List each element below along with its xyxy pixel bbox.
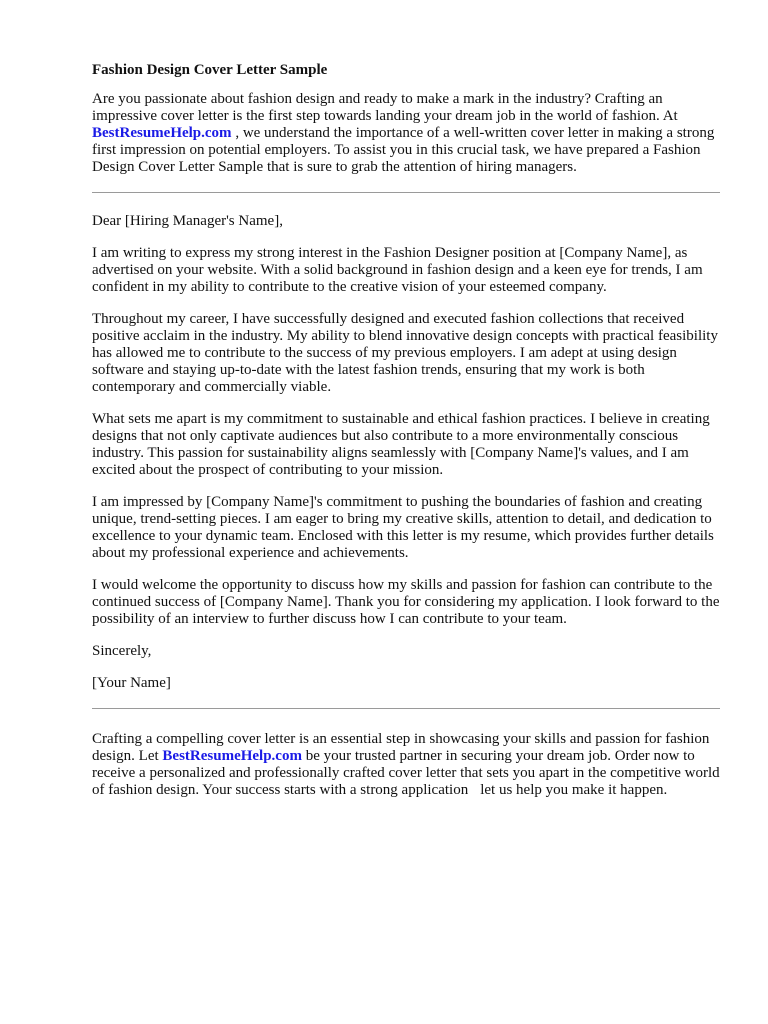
divider-bottom <box>92 708 720 709</box>
outro-text-1: Crafting a compelling cover letter is an essential step in showcasing your skills and passion for fashion design. Let <box>92 731 710 764</box>
intro-text-1: Are you passionate about fashion design and ready to make a mark in the industry? Crafting an impressive cover letter is the first step towards landing your dream job in the world of fashion. At <box>92 91 678 124</box>
outro-text-3: let us help you make it happen. <box>480 782 668 798</box>
outro-paragraph <box>92 731 720 799</box>
signature-placeholder: [Your Name] <box>92 675 171 691</box>
letter-paragraph: I am impressed by [Company Name]'s commitment to pushing the boundaries of fashion and creating unique, trend-setting pieces. I am eager to bring my creative skills, attention to detail, and dedication to excellence to your dynamic team. Enclosed with this letter is my resume, which provides further details about my professional experience and achievements. <box>92 494 714 561</box>
letter-paragraph: I would welcome the opportunity to discuss how my skills and passion for fashion can contribute to the continued success of [Company Name]. Thank you for considering my application. I look forward to the possibility of an interview to further discuss how I can contribute to your team. <box>92 577 720 627</box>
intro-paragraph <box>92 91 720 176</box>
intro-text-2: , we understand the importance of a well-written cover letter in making a strong first impression on potential employers. To assist you in this crucial task, we have prepared a Fashion Design Cover Letter Sample that is sure to grab the attention of hiring managers. <box>92 125 715 175</box>
page-title: Fashion Design Cover Letter Sample <box>92 62 328 78</box>
letter-paragraph: I am writing to express my strong interest in the Fashion Designer position at [Company Name], as advertised on your website. With a solid background in fashion design and a keen eye for trends, I am confident in my ability to contribute to the creative vision of your esteemed company. <box>92 245 703 295</box>
outro-text-2: be your trusted partner in securing your dream job. Order now to receive a personalized and professionally crafted cover letter that sets you apart in the competitive world of fashion design. Your success starts with a strong application <box>92 748 720 798</box>
letter-paragraph: Throughout my career, I have successfully designed and executed fashion collections that received positive acclaim in the industry. My ability to blend innovative design concepts with practical feasibility has allowed me to contribute to the success of my previous employers. I am adept at using design software and staying up-to-date with the latest fashion trends, ensuring that my work is both contemporary and commercially viable. <box>92 311 718 395</box>
divider-top <box>92 192 720 193</box>
salutation: Dear [Hiring Manager's Name], <box>92 213 283 229</box>
letter-paragraph: What sets me apart is my commitment to sustainable and ethical fashion practices. I believe in creating designs that not only captivate audiences but also contribute to a more environmentally conscious industry. This passion for sustainability aligns seamlessly with [Company Name]'s values, and I am excited about the prospect of contributing to your mission. <box>92 411 710 478</box>
bestresumehelp-link[interactable]: BestResumeHelp.com <box>92 125 232 141</box>
bestresumehelp-link-footer[interactable]: BestResumeHelp.com <box>162 748 302 764</box>
closing: Sincerely, <box>92 643 152 659</box>
